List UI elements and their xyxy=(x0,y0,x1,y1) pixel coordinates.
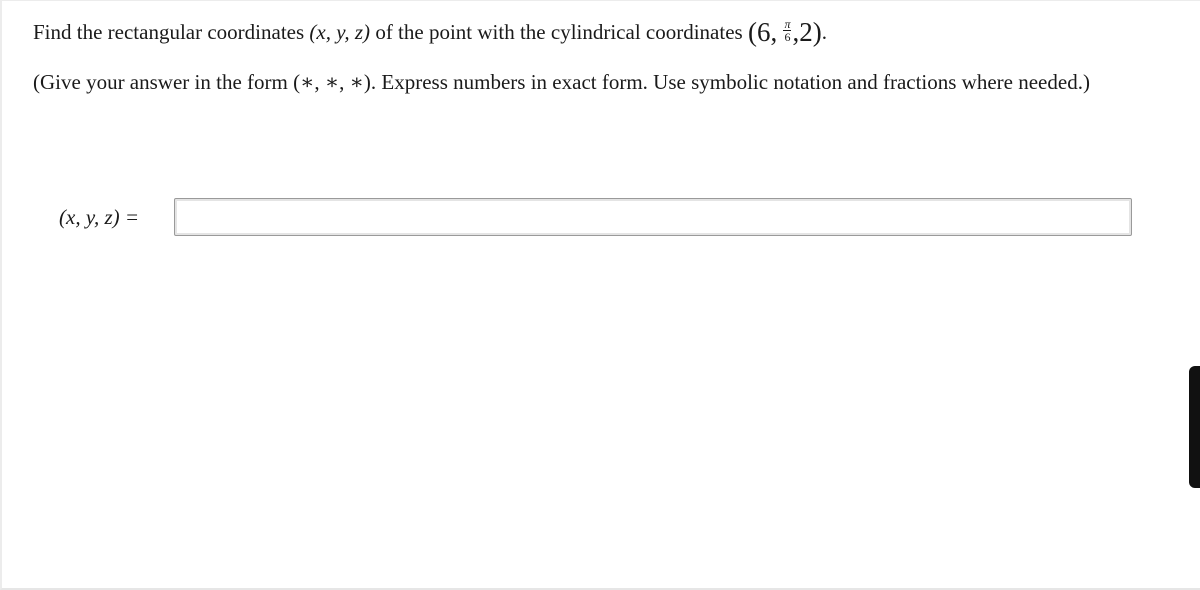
theta-denominator: 6 xyxy=(784,30,791,45)
question-middle: of the point with the cylindrical coordinates xyxy=(370,20,748,44)
open-paren: ( xyxy=(747,17,757,47)
r-value: 6, xyxy=(756,17,778,47)
instructions-prefix: (Give your answer in the form xyxy=(33,70,294,94)
question-text xyxy=(33,18,827,46)
coords-symbol: (x, y, z) xyxy=(309,20,371,44)
instructions-text xyxy=(33,68,1090,96)
answer-label: (x, y, z) = xyxy=(59,205,140,229)
question-end: . xyxy=(821,20,827,44)
theta-numerator: π xyxy=(784,17,791,32)
z-value: 2 xyxy=(799,17,813,47)
theta-fraction xyxy=(783,19,791,43)
answer-input[interactable] xyxy=(174,198,1132,236)
close-paren: ) xyxy=(812,17,822,47)
form-symbol: (∗, ∗, ∗) xyxy=(293,70,371,94)
question-prefix: Find the rectangular coordinates xyxy=(33,20,310,44)
side-panel-handle[interactable] xyxy=(1189,366,1200,488)
separator: , xyxy=(792,17,800,47)
instructions-suffix: . Express numbers in exact form. Use symbolic notation and fractions where needed.) xyxy=(370,70,1090,94)
